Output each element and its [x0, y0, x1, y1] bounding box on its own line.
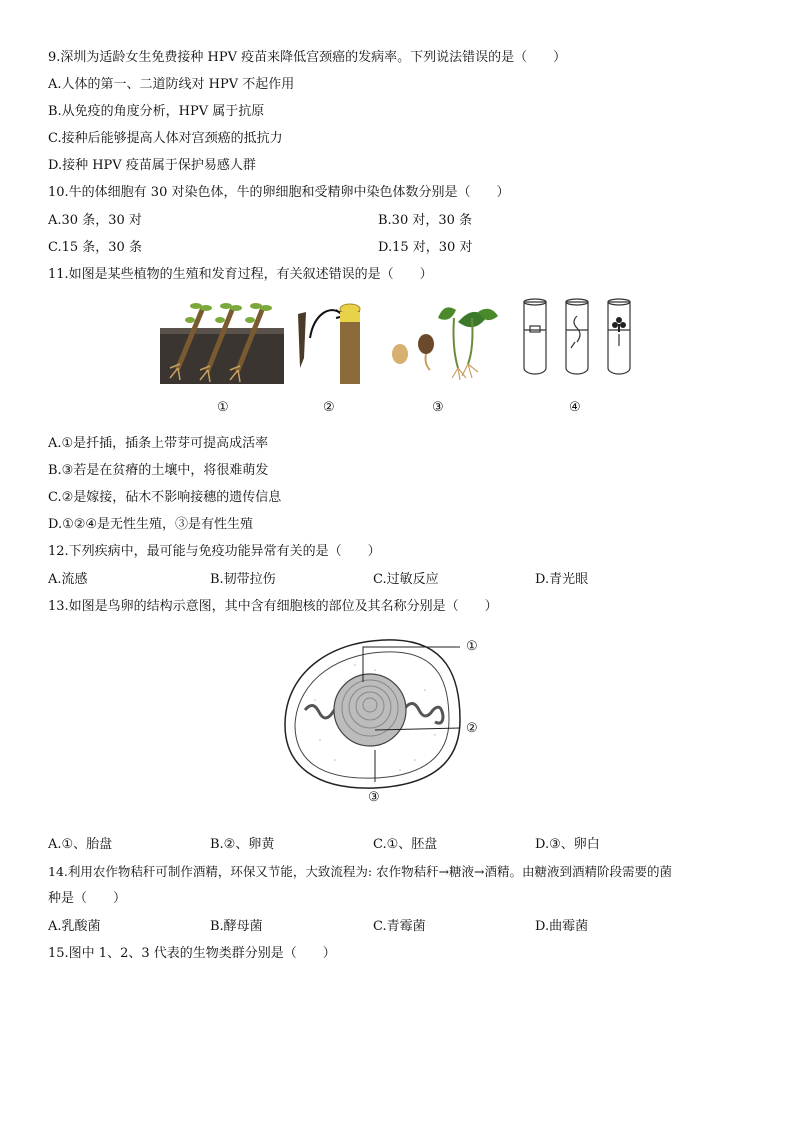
grafting-figure — [290, 298, 370, 384]
q11-figure-label-2: ② — [323, 400, 335, 415]
q15-stem: 15.图中 1、2、3 代表的生物类群分别是（ ） — [48, 946, 336, 961]
germination-figure — [388, 298, 500, 384]
q11-figure-label-3: ③ — [432, 400, 444, 415]
egg-label-2: ② — [466, 721, 478, 736]
q10-option-a: A.30 条，30 对 — [48, 213, 142, 228]
q13-option-a: A.①、胎盘 — [48, 837, 113, 852]
q9-option-b: B.从免疫的角度分析，HPV 属于抗原 — [48, 104, 265, 119]
egg-label-1: ① — [466, 639, 478, 654]
q14-stem-line1: 14.利用农作物秸秆可制作酒精，环保又节能，大致流程为: 农作物秸秆→糖液→酒精。由糖液到酒精阶段需要的菌 — [48, 864, 673, 879]
q12-option-a: A.流感 — [48, 572, 88, 587]
q11-option-c: C.②是嫁接，砧木不影响接穗的遗传信息 — [48, 490, 282, 505]
cutting-figure — [160, 298, 284, 384]
q11-stem: 11.如图是某些植物的生殖和发育过程，有关叙述错误的是（ ） — [48, 267, 433, 282]
q11-option-b: B.③若是在贫瘠的土壤中，将很难萌发 — [48, 463, 269, 478]
q14-option-c: C.青霉菌 — [373, 919, 426, 934]
q12-stem: 12.下列疾病中，最可能与免疫功能异常有关的是（ ） — [48, 544, 381, 559]
q11-option-d: D.①②④是无性生殖，③是有性生殖 — [48, 517, 254, 532]
q9-option-a: A.人体的第一、二道防线对 HPV 不起作用 — [48, 77, 295, 92]
bird-egg-diagram — [275, 630, 490, 810]
egg-label-3: ③ — [368, 790, 380, 805]
q9-option-c: C.接种后能够提高人体对宫颈癌的抵抗力 — [48, 131, 283, 146]
q10-option-d: D.15 对，30 对 — [378, 240, 473, 255]
q13-option-c: C.①、胚盘 — [373, 837, 438, 852]
q12-option-c: C.过敏反应 — [373, 572, 439, 587]
q13-option-d: D.③、卵白 — [535, 837, 600, 852]
q11-option-a: A.①是扦插，插条上带芽可提高成活率 — [48, 436, 269, 451]
q9-stem: 9.深圳为适龄女生免费接种 HPV 疫苗来降低宫颈癌的发病率。下列说法错误的是（ ） — [48, 50, 567, 65]
tissue-culture-figure — [518, 298, 638, 376]
q13-stem: 13.如图是鸟卵的结构示意图，其中含有细胞核的部位及其名称分别是（ ） — [48, 599, 498, 614]
q14-option-d: D.曲霉菌 — [535, 919, 589, 934]
q10-option-b: B.30 对，30 条 — [378, 213, 473, 228]
q11-figure-label-1: ① — [217, 400, 229, 415]
q11-figure-label-4: ④ — [569, 400, 581, 415]
q14-option-a: A.乳酸菌 — [48, 919, 101, 934]
q10-stem: 10.牛的体细胞有 30 对染色体，牛的卵细胞和受精卵中染色体数分别是（ ） — [48, 185, 510, 200]
q14-stem-line2: 种是（ ） — [48, 891, 127, 906]
q13-option-b: B.②、卵黄 — [210, 837, 275, 852]
q12-option-b: B.韧带拉伤 — [210, 572, 276, 587]
q9-option-d: D.接种 HPV 疫苗属于保护易感人群 — [48, 158, 256, 173]
q12-option-d: D.青光眼 — [535, 572, 589, 587]
q10-option-c: C.15 条，30 条 — [48, 240, 142, 255]
q14-option-b: B.酵母菌 — [210, 919, 263, 934]
